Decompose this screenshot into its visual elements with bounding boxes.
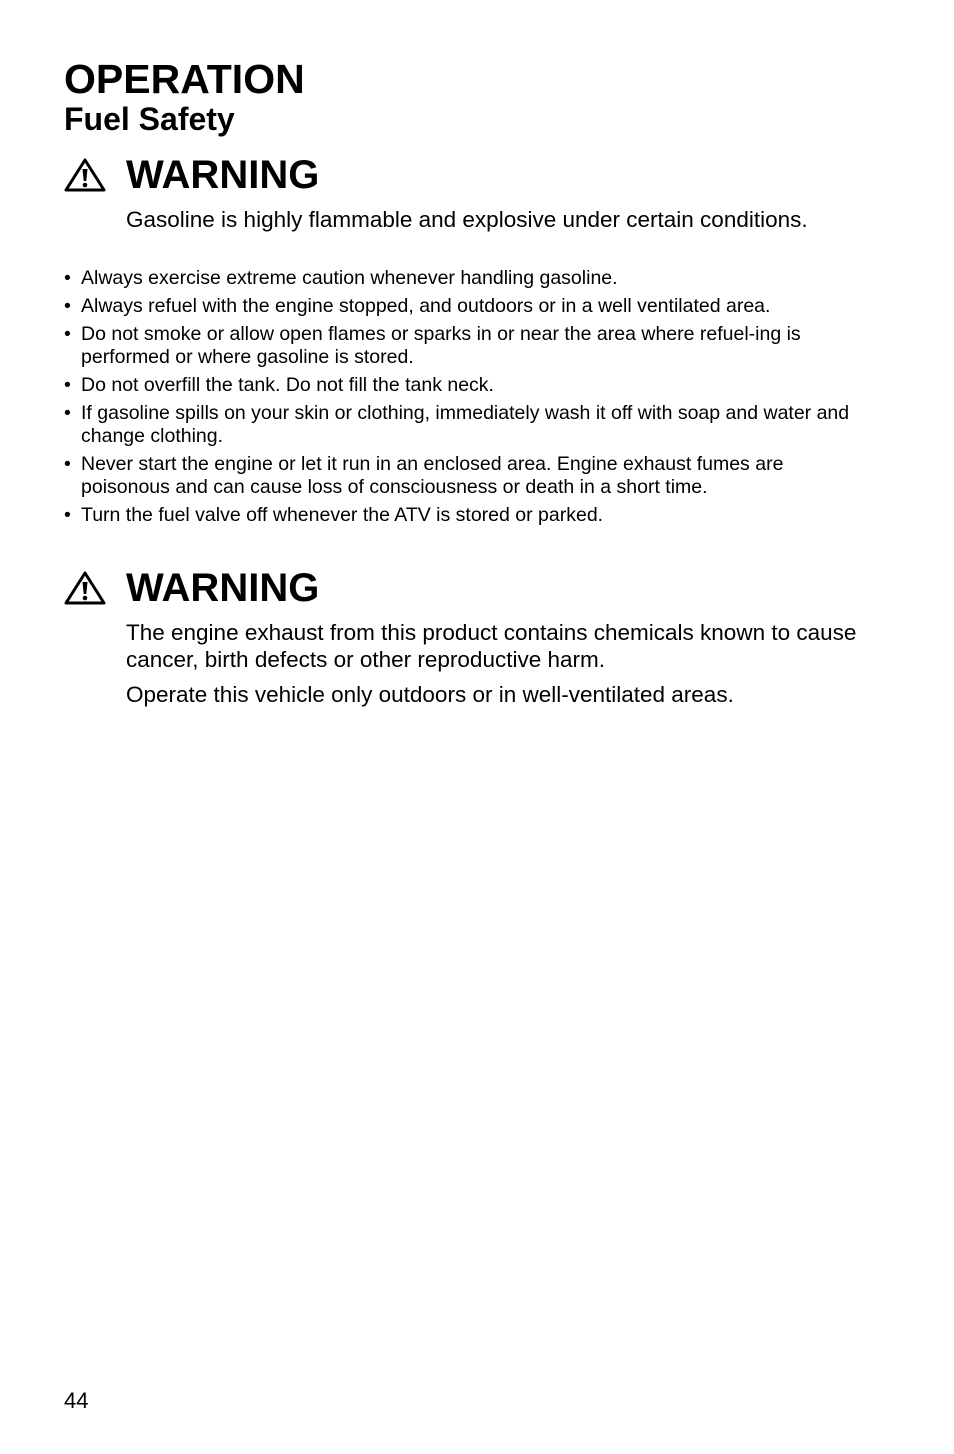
bullet-text: Always refuel with the engine stopped, and outdoors or in a well ventilated area. [81,295,771,317]
bullet-marker: • [64,402,71,424]
bullet-marker: • [64,374,71,396]
bullet-marker: • [64,295,71,317]
list-item [64,295,864,318]
warning-heading-2 [64,565,320,611]
warning-label-2: WARNING [126,566,320,610]
list-item [64,374,864,397]
bullet-text: If gasoline spills on your skin or clothing, immediately wash it off with soap and water and change clothing. [81,402,850,447]
list-item [64,504,864,527]
bullet-marker: • [64,267,71,289]
bullet-marker: • [64,504,71,526]
bullet-marker: • [64,323,71,345]
section-title: Fuel Safety [64,101,235,137]
bullet-text: Always exercise extreme caution whenever handling gasoline. [81,267,618,289]
warning-text-3: Operate this vehicle only outdoors or in well-ventilated areas. [126,682,734,707]
safety-bullet-list [64,267,864,532]
warning-heading-1 [64,152,320,198]
bullet-text: Never start the engine or let it run in an enclosed area. Engine exhaust fumes are poisonous and can cause loss of consciousness or death in a short time. [81,453,784,498]
list-item [64,402,864,448]
bullet-text: Do not smoke or allow open flames or sparks in or near the area where refuel-ing is performed or where gasoline is stored. [81,323,801,368]
page-number: 44 [64,1388,89,1413]
warning-triangle-icon [64,158,106,192]
bullet-marker: • [64,453,71,475]
warning-label-1: WARNING [126,153,320,197]
bullet-text: Turn the fuel valve off whenever the ATV is stored or parked. [81,504,604,526]
list-item [64,453,864,499]
list-item [64,267,864,290]
warning-triangle-icon [64,571,106,605]
bullet-text: Do not overfill the tank. Do not fill the tank neck. [81,374,494,396]
warning-text-1: Gasoline is highly flammable and explosive under certain conditions. [126,207,808,232]
warning-text-2: The engine exhaust from this product contains chemicals known to cause cancer, birth defects or other reproductive harm. [126,620,857,672]
page-title: OPERATION [64,56,305,102]
list-item [64,323,864,369]
